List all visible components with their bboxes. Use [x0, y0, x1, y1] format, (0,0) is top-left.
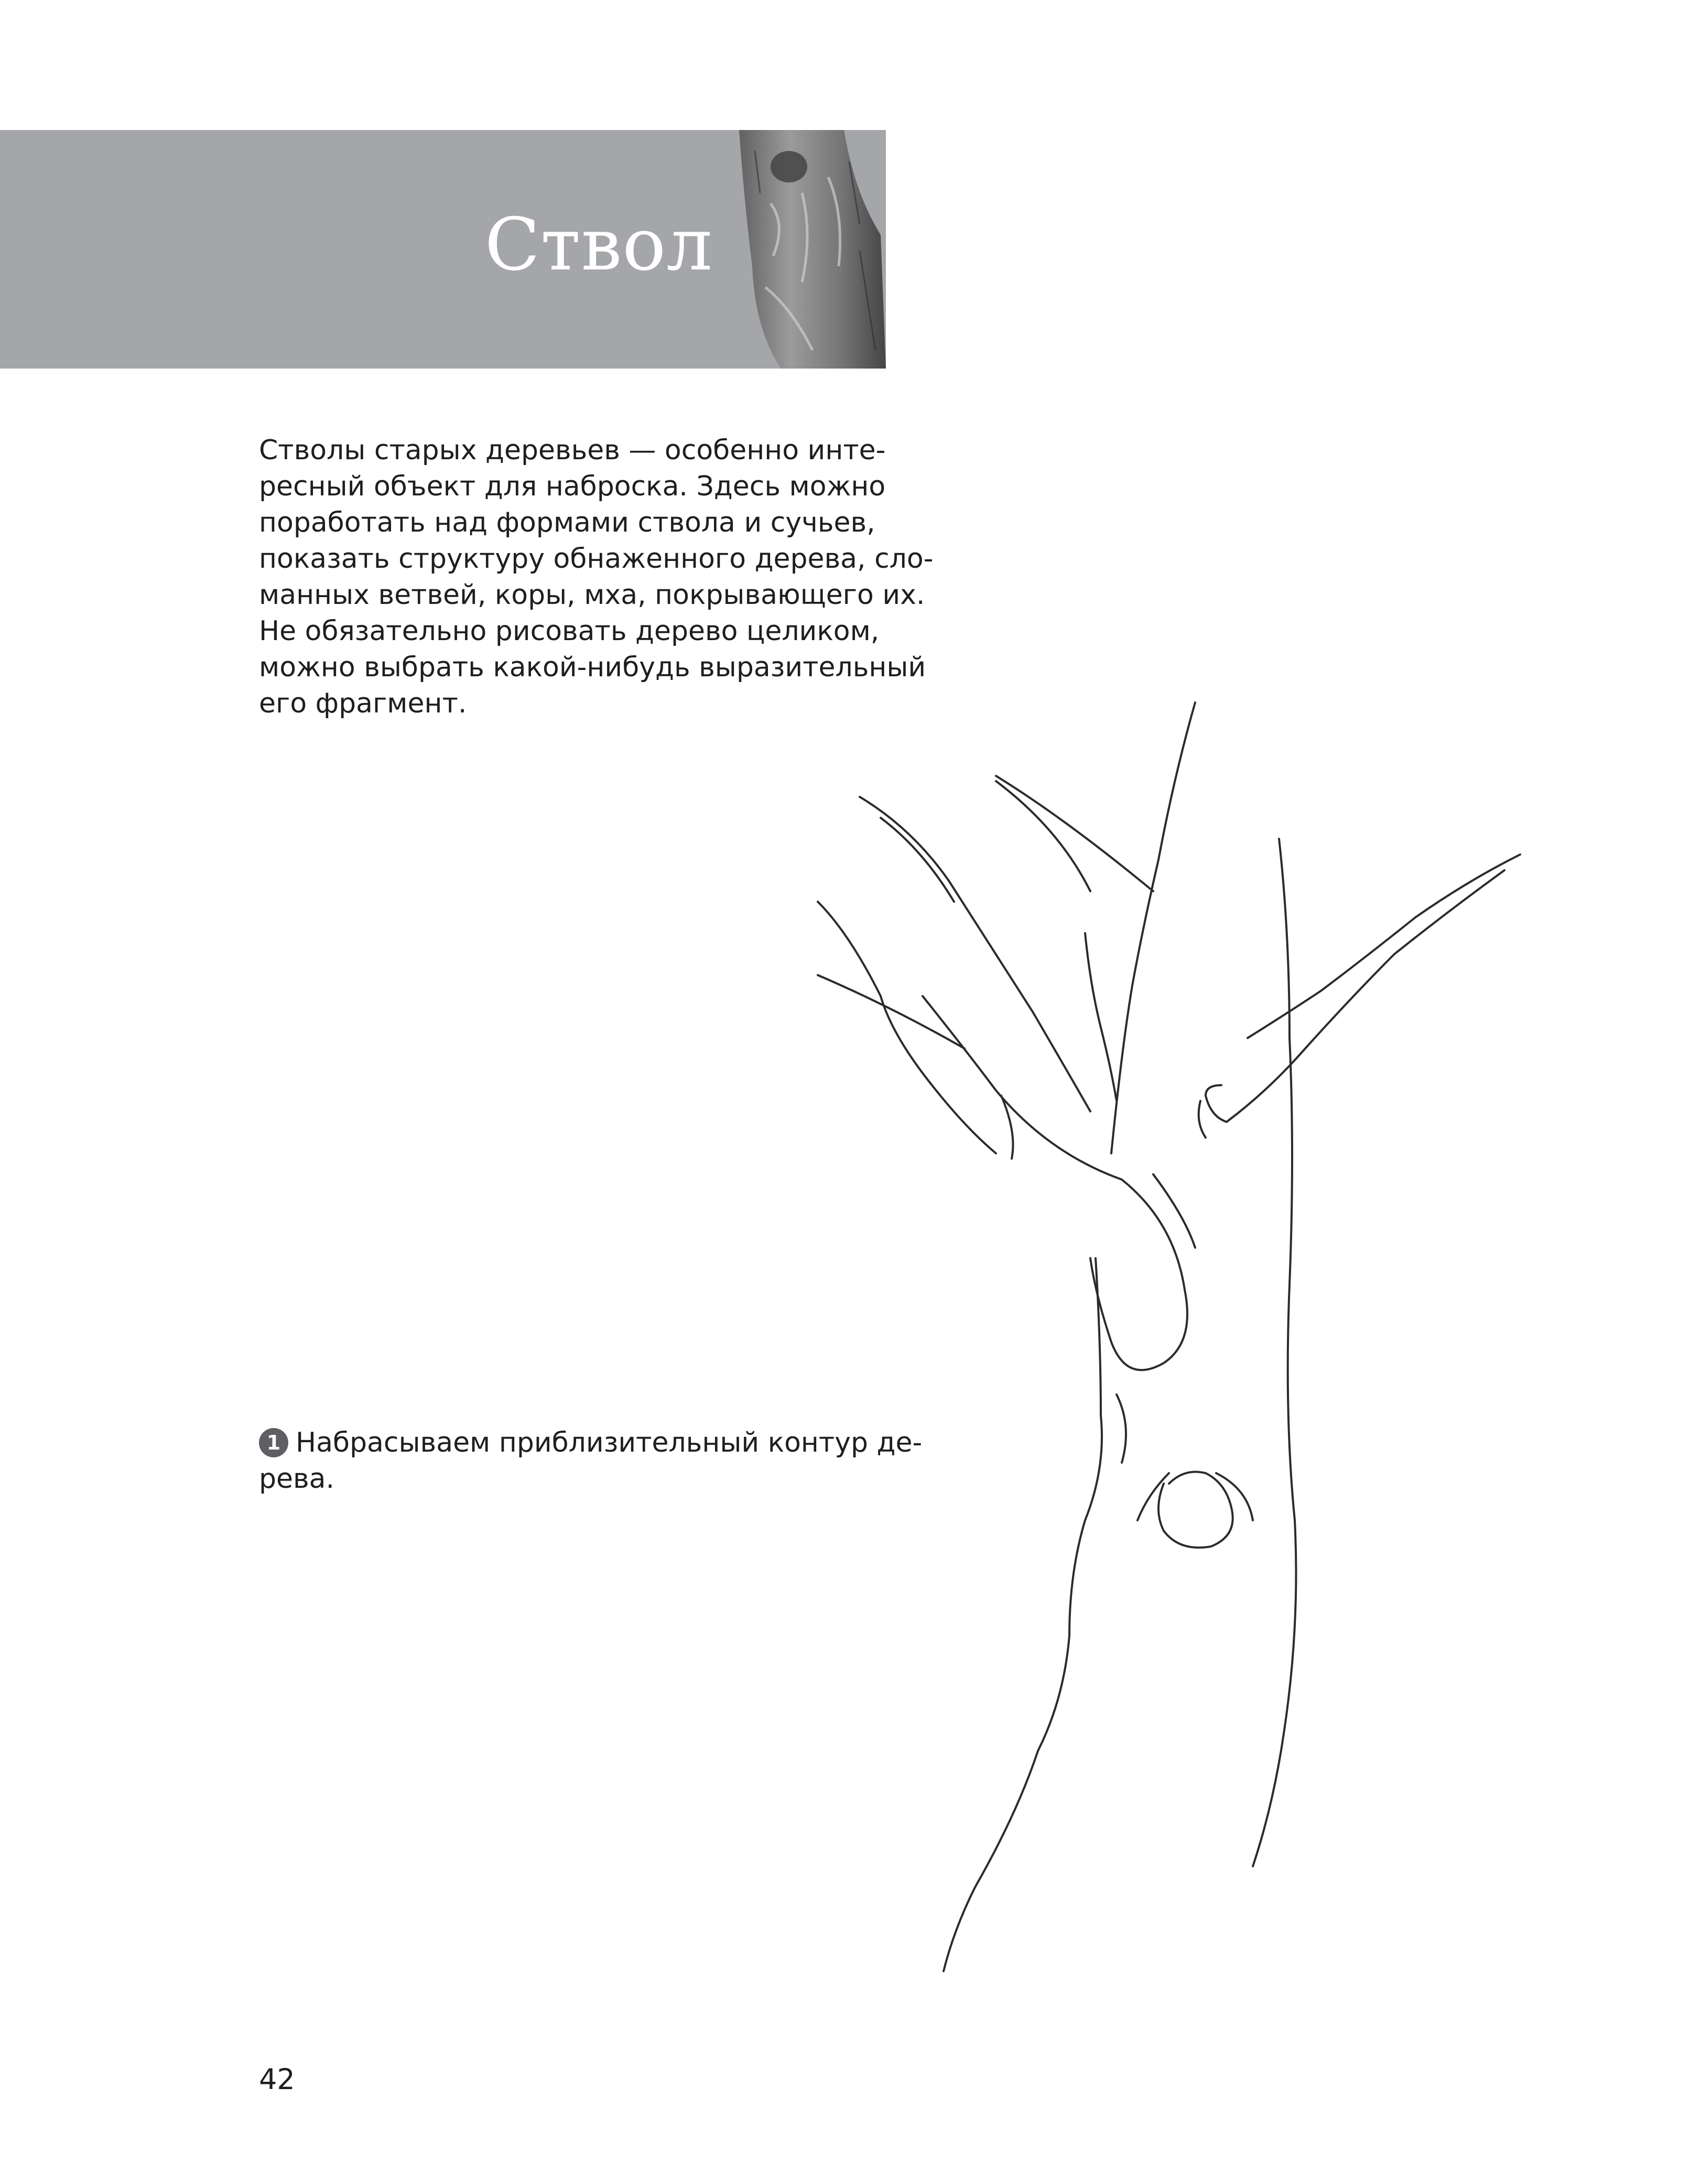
intro-line: Не обязательно рисовать дерево целиком, [259, 615, 880, 647]
step-text-line: Набрасываем приблизительный контур де- [296, 1427, 923, 1458]
intro-paragraph [259, 433, 934, 722]
chapter-title: Ствол [484, 202, 713, 287]
intro-line: показать структуру обнаженного дерева, сло- [259, 543, 934, 575]
intro-line: манных ветвей, коры, мха, покрывающего их. [259, 579, 925, 611]
tree-trunk-sketch [786, 682, 1541, 1992]
intro-line: ресный объект для наброска. Здесь можно [259, 471, 886, 502]
trunk-illustration-thumbnail [723, 130, 886, 369]
step-line: рева. [259, 1463, 335, 1495]
step-number-badge: 1 [259, 1428, 288, 1457]
intro-line: поработать над формами ствола и сучьев, [259, 507, 875, 538]
page-number: 42 [259, 2063, 295, 2096]
intro-line: его фрагмент. [259, 688, 467, 719]
intro-line: Стволы старых деревьев — особенно инте- [259, 435, 886, 466]
intro-line: можно выбрать какой-нибудь выразительный [259, 652, 926, 683]
chapter-header-band [0, 130, 886, 369]
